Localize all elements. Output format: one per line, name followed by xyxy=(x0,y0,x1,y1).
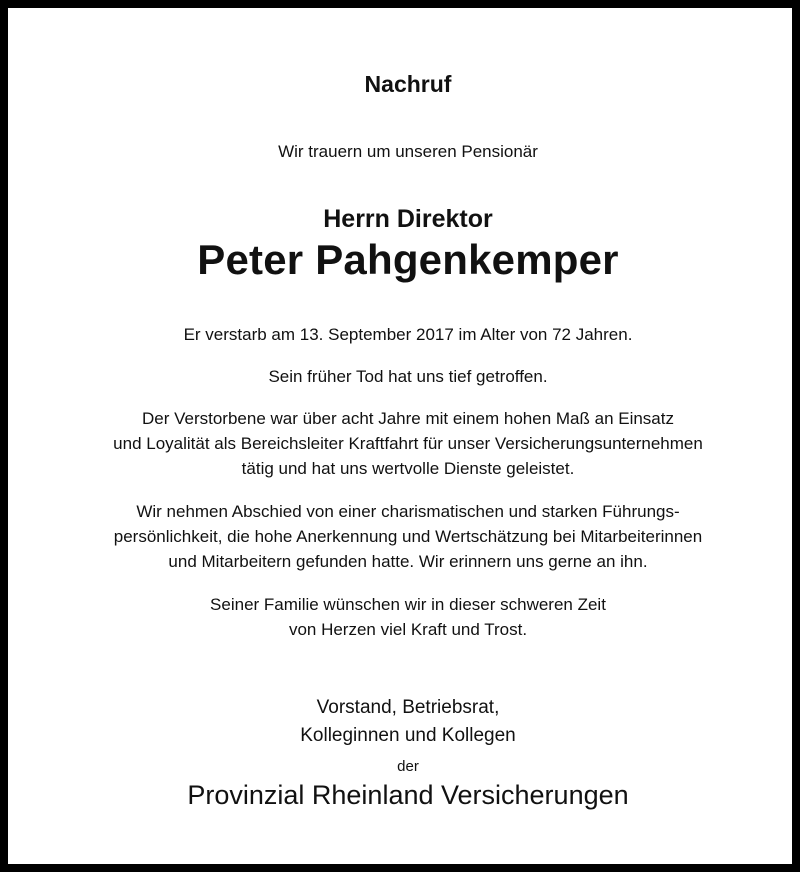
paragraph-line: Er verstarb am 13. September 2017 im Alter von 72 Jahren. xyxy=(183,325,633,344)
deceased-name: Peter Pahgenkemper xyxy=(197,236,619,283)
paragraph-line: tätig und hat uns wertvolle Dienste geleistet. xyxy=(241,459,575,478)
paragraph-condolence xyxy=(8,592,800,642)
paragraph-line: und Mitarbeitern gefunden hatte. Wir erinnern uns gerne an ihn. xyxy=(168,552,648,571)
signature-block xyxy=(8,694,800,750)
signature-line: Kolleginnen und Kollegen xyxy=(300,725,516,746)
honorific: Herrn Direktor xyxy=(323,205,493,233)
paragraph-farewell xyxy=(8,499,800,574)
paragraph-death-date xyxy=(8,322,800,347)
paragraph-line: von Herzen viel Kraft und Trost. xyxy=(288,620,528,639)
paragraph-career xyxy=(8,406,800,481)
notice-title: Nachruf xyxy=(364,71,452,97)
signature-line: Vorstand, Betriebsrat, xyxy=(316,697,500,718)
paragraph-line: Sein früher Tod hat uns tief getroffen. xyxy=(268,367,548,386)
paragraph-line: persönlichkeit, die hohe Anerkennung und Wertschätzung bei Mitarbeiterinnen xyxy=(113,527,703,546)
company-name: Provinzial Rheinland Versicherungen xyxy=(187,780,629,810)
signature-connector: der xyxy=(397,758,419,775)
paragraph-line: Wir nehmen Abschied von einer charismatischen und starken Führungs- xyxy=(136,502,680,521)
paragraph-line: Seiner Familie wünschen wir in dieser schweren Zeit xyxy=(210,595,606,614)
paragraph-line: und Loyalität als Bereichsleiter Kraftfahrt für unser Versicherungsunternehmen xyxy=(113,434,703,453)
intro-text: Wir trauern um unseren Pensionär xyxy=(278,142,538,161)
paragraph-line: Der Verstorbene war über acht Jahre mit einem hohen Maß an Einsatz xyxy=(142,409,674,428)
paragraph-grief xyxy=(8,364,800,389)
